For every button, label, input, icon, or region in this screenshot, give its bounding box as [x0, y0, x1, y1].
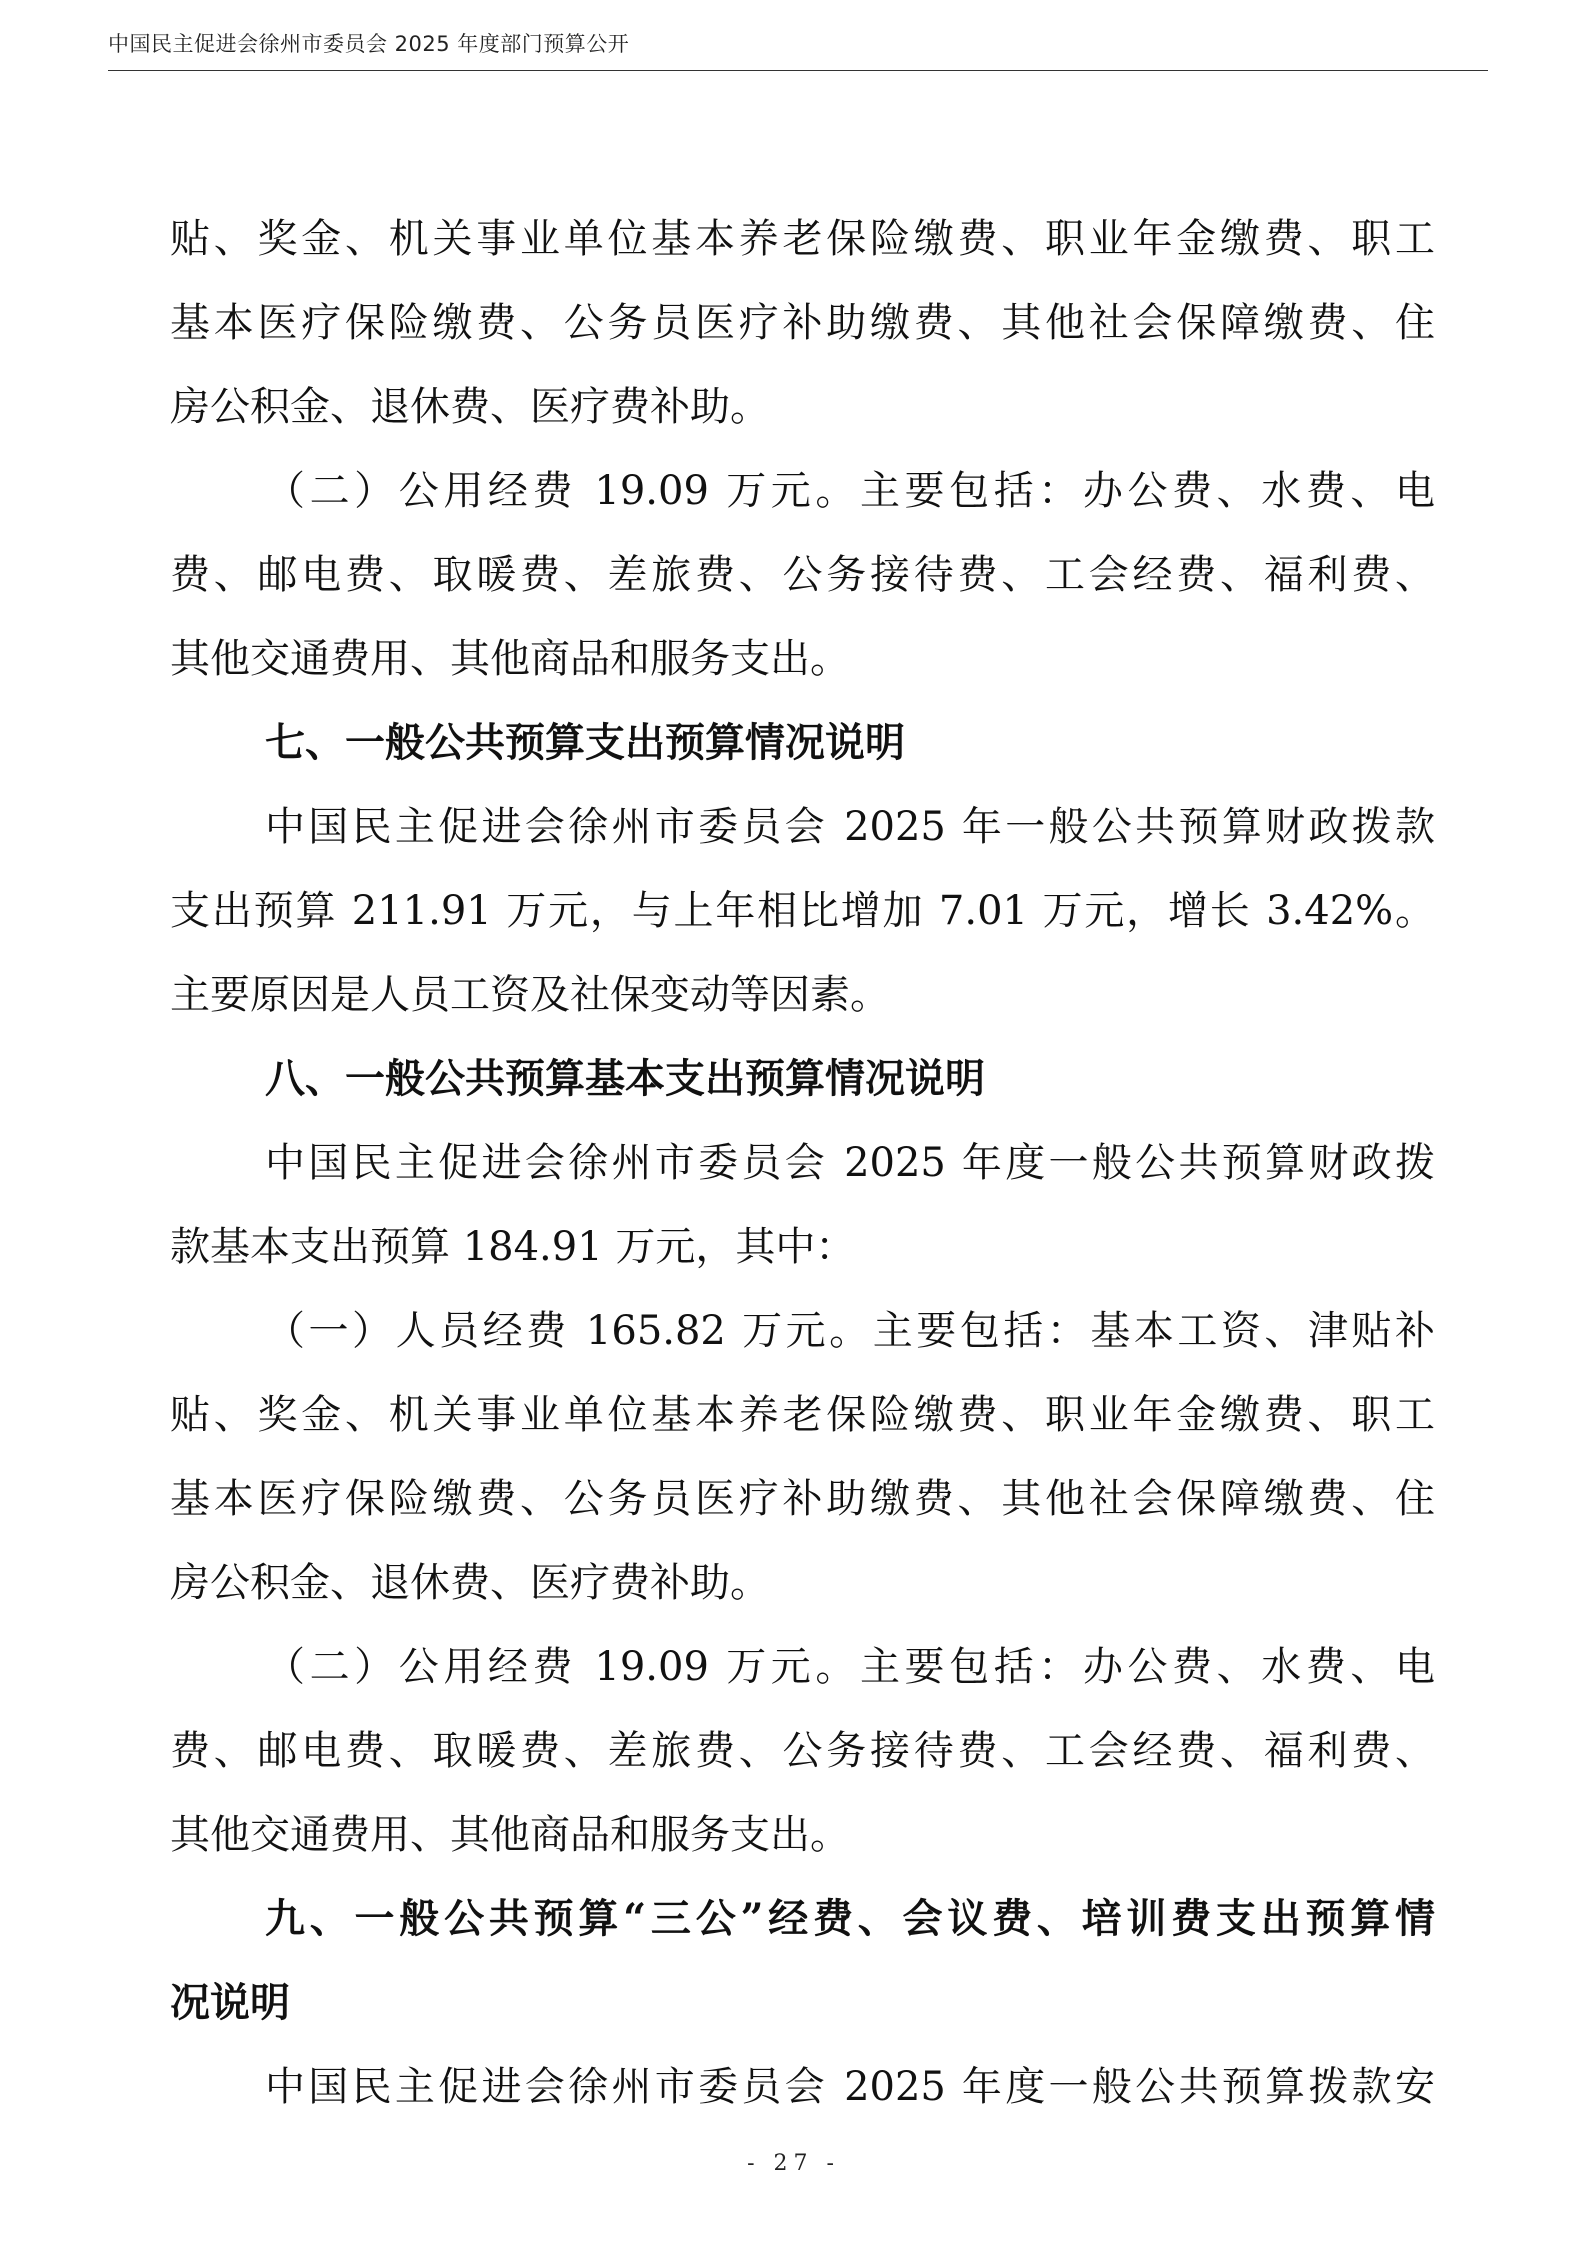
body-line: 中国民主促进会徐州市委员会 2025 年一般公共预算财政拨款: [265, 804, 1435, 850]
body-line: 主要原因是人员工资及社保变动等因素。: [170, 972, 890, 1018]
body-line: 房公积金、退休费、医疗费补助。: [170, 384, 770, 430]
body-line: 款基本支出预算 184.91 万元，其中：: [170, 1224, 856, 1270]
section-heading-9: 九、一般公共预算“三公”经费、会议费、培训费支出预算情: [265, 1895, 1435, 1942]
header-title: 中国民主促进会徐州市委员会 2025 年度部门预算公开: [108, 32, 630, 56]
body-line: 基本医疗保险缴费、公务员医疗补助缴费、其他社会保障缴费、住: [170, 1476, 1435, 1522]
body-line: （二）公用经费 19.09 万元。主要包括：办公费、水费、电: [265, 468, 1435, 514]
section-heading-9-cont: 况说明: [170, 1979, 290, 2026]
body-line: 其他交通费用、其他商品和服务支出。: [170, 636, 850, 682]
body-line: 费、邮电费、取暖费、差旅费、公务接待费、工会经费、福利费、: [170, 1728, 1435, 1774]
body-line: 贴、奖金、机关事业单位基本养老保险缴费、职业年金缴费、职工: [170, 216, 1435, 262]
body-line: 费、邮电费、取暖费、差旅费、公务接待费、工会经费、福利费、: [170, 552, 1435, 598]
body-line: 中国民主促进会徐州市委员会 2025 年度一般公共预算财政拨: [265, 1140, 1435, 1186]
body-line: 中国民主促进会徐州市委员会 2025 年度一般公共预算拨款安: [265, 2064, 1435, 2110]
page-header: [108, 30, 1488, 71]
body-line: 贴、奖金、机关事业单位基本养老保险缴费、职业年金缴费、职工: [170, 1392, 1435, 1438]
body-line: （二）公用经费 19.09 万元。主要包括：办公费、水费、电: [265, 1644, 1435, 1690]
page-number: - 27 -: [747, 2151, 840, 2176]
body-line: （一）人员经费 165.82 万元。主要包括：基本工资、津贴补: [265, 1308, 1435, 1354]
document-body: [170, 197, 1435, 2129]
body-line: 基本医疗保险缴费、公务员医疗补助缴费、其他社会保障缴费、住: [170, 300, 1435, 346]
body-line: 支出预算 211.91 万元，与上年相比增加 7.01 万元，增长 3.42%。: [170, 888, 1435, 934]
body-line: 房公积金、退休费、医疗费补助。: [170, 1560, 770, 1606]
section-heading-7: 七、一般公共预算支出预算情况说明: [265, 719, 905, 766]
section-heading-8: 八、一般公共预算基本支出预算情况说明: [265, 1055, 985, 1102]
body-line: 其他交通费用、其他商品和服务支出。: [170, 1812, 850, 1858]
